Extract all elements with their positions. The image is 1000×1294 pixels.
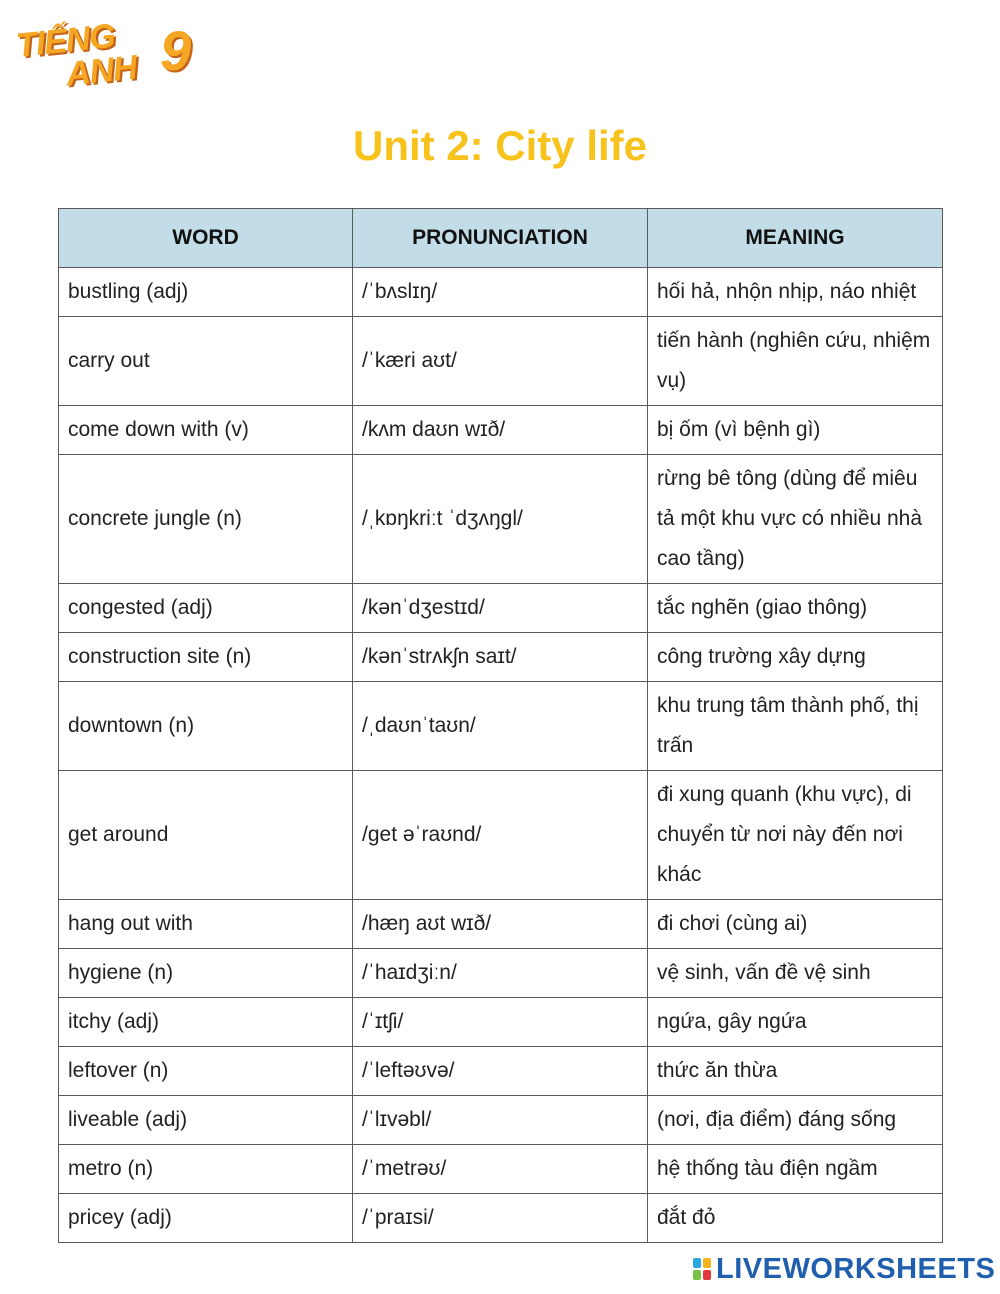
word-cell: downtown (n) xyxy=(59,682,353,771)
pronunciation-cell: /ˈlɪvəbl/ xyxy=(353,1096,648,1145)
table-row xyxy=(59,268,943,317)
meaning-cell: rừng bê tông (dùng để miêu tả một khu vực có nhiều nhà cao tầng) xyxy=(648,455,943,584)
table-row xyxy=(59,1096,943,1145)
word-cell: liveable (adj) xyxy=(59,1096,353,1145)
logo-line1: TIẾNG xyxy=(14,16,117,66)
pronunciation-cell: /ˈɪtʃi/ xyxy=(353,998,648,1047)
word-cell: metro (n) xyxy=(59,1145,353,1194)
meaning-cell: vệ sinh, vấn đề vệ sinh xyxy=(648,949,943,998)
pronunciation-cell: /ˈleftəʊvə/ xyxy=(353,1047,648,1096)
table-row xyxy=(59,455,943,584)
meaning-cell: tiến hành (nghiên cứu, nhiệm vụ) xyxy=(648,317,943,406)
table-row xyxy=(59,998,943,1047)
meaning-cell: tắc nghẽn (giao thông) xyxy=(648,584,943,633)
pronunciation-cell: /ˈpraɪsi/ xyxy=(353,1194,648,1243)
word-cell: carry out xyxy=(59,317,353,406)
pronunciation-cell: /ˈhaɪdʒiːn/ xyxy=(353,949,648,998)
meaning-cell: ngứa, gây ngứa xyxy=(648,998,943,1047)
table-row xyxy=(59,949,943,998)
meaning-cell: đắt đỏ xyxy=(648,1194,943,1243)
word-cell: congested (adj) xyxy=(59,584,353,633)
word-cell: concrete jungle (n) xyxy=(59,455,353,584)
table-row xyxy=(59,406,943,455)
word-cell: hang out with xyxy=(59,900,353,949)
pronunciation-cell: /kənˈstrʌkʃn saɪt/ xyxy=(353,633,648,682)
word-cell: leftover (n) xyxy=(59,1047,353,1096)
column-header-pronunciation: PRONUNCIATION xyxy=(353,209,648,268)
meaning-cell: khu trung tâm thành phố, thị trấn xyxy=(648,682,943,771)
table-row xyxy=(59,682,943,771)
meaning-cell: hệ thống tàu điện ngầm xyxy=(648,1145,943,1194)
page-title: Unit 2: City life xyxy=(352,122,648,169)
table-header-row xyxy=(59,209,943,268)
pronunciation-cell: /ˌdaʊnˈtaʊn/ xyxy=(353,682,648,771)
tieng-anh-9-logo xyxy=(14,16,204,96)
logo-line2: ANH xyxy=(64,48,139,94)
pronunciation-cell: /hæŋ aʊt wɪð/ xyxy=(353,900,648,949)
pronunciation-cell: /ˈbʌslɪŋ/ xyxy=(353,268,648,317)
column-header-meaning: MEANING xyxy=(648,209,943,268)
table-row xyxy=(59,633,943,682)
meaning-cell: (nơi, địa điểm) đáng sống xyxy=(648,1096,943,1145)
pronunciation-cell: /kʌm daʊn wɪð/ xyxy=(353,406,648,455)
pronunciation-cell: /get əˈraʊnd/ xyxy=(353,771,648,900)
table-row xyxy=(59,317,943,406)
logo-number: 9 xyxy=(160,19,192,82)
brand-name: LIVEWORKSHEETS xyxy=(716,1252,996,1285)
meaning-cell: đi chơi (cùng ai) xyxy=(648,900,943,949)
table-row xyxy=(59,900,943,949)
meaning-cell: công trường xây dựng xyxy=(648,633,943,682)
meaning-cell: hối hả, nhộn nhịp, náo nhiệt xyxy=(648,268,943,317)
table-row xyxy=(59,1047,943,1096)
word-cell: come down with (v) xyxy=(59,406,353,455)
word-cell: bustling (adj) xyxy=(59,268,353,317)
vocabulary-table xyxy=(58,208,943,1243)
word-cell: get around xyxy=(59,771,353,900)
table-row xyxy=(59,1145,943,1194)
meaning-cell: thức ăn thừa xyxy=(648,1047,943,1096)
word-cell: construction site (n) xyxy=(59,633,353,682)
pronunciation-cell: /kənˈdʒestɪd/ xyxy=(353,584,648,633)
word-cell: hygiene (n) xyxy=(59,949,353,998)
table-row xyxy=(59,771,943,900)
liveworksheets-logo-icon xyxy=(692,1257,712,1281)
pronunciation-cell: /ˈmetrəʊ/ xyxy=(353,1145,648,1194)
column-header-word: WORD xyxy=(59,209,353,268)
meaning-cell: đi xung quanh (khu vực), di chuyển từ nơi này đến nơi khác xyxy=(648,771,943,900)
table-row xyxy=(59,584,943,633)
liveworksheets-brand xyxy=(692,1253,995,1285)
table-row xyxy=(59,1194,943,1243)
pronunciation-cell: /ˌkɒŋkriːt ˈdʒʌŋgl/ xyxy=(353,455,648,584)
word-cell: itchy (adj) xyxy=(59,998,353,1047)
pronunciation-cell: /ˈkæri aʊt/ xyxy=(353,317,648,406)
meaning-cell: bị ốm (vì bệnh gì) xyxy=(648,406,943,455)
word-cell: pricey (adj) xyxy=(59,1194,353,1243)
